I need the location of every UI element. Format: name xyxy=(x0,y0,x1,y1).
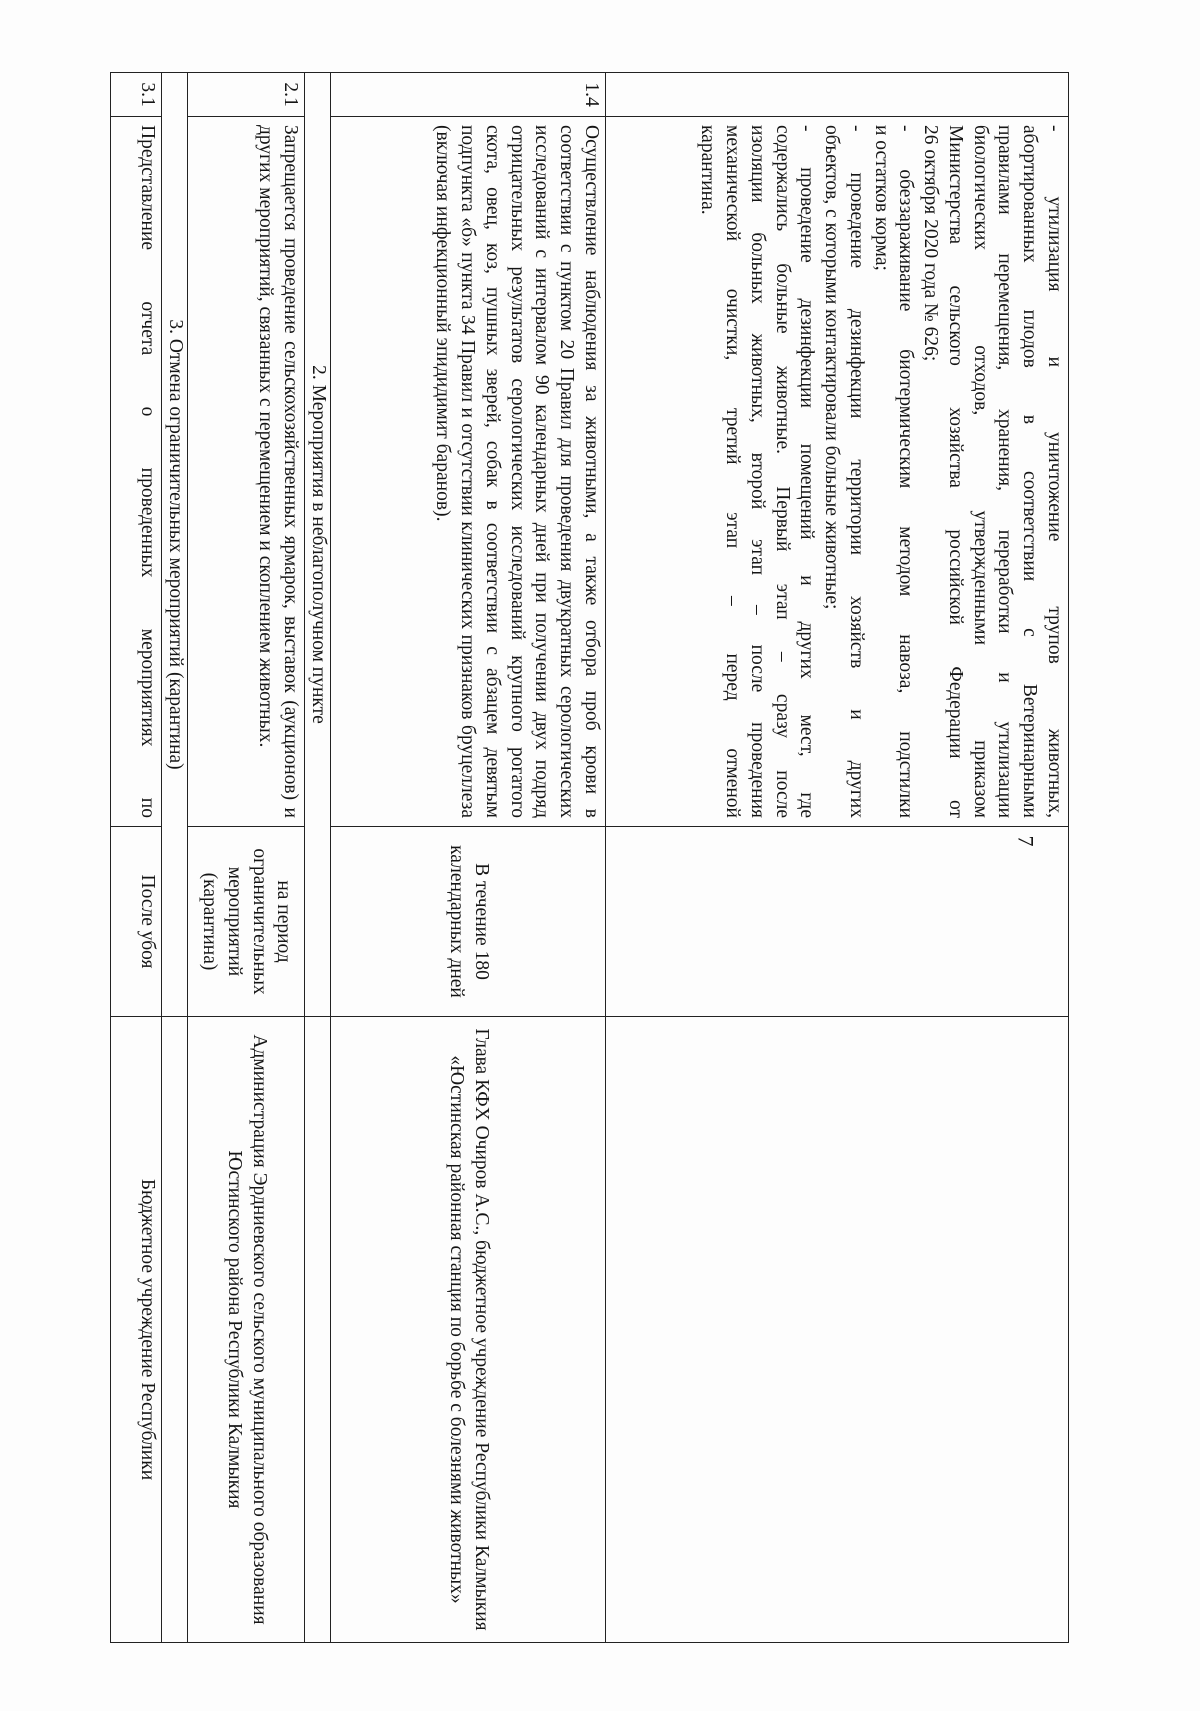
text-line: содержались больные животные. Первый этап – сразу после xyxy=(771,125,793,818)
text-line: Представление отчета о проведенных мероприятиях по xyxy=(137,125,158,818)
measure-cell xyxy=(111,117,162,827)
measure-cell xyxy=(606,117,1069,827)
row-number-cell: 1.4 xyxy=(331,73,606,117)
table-row xyxy=(331,73,606,1643)
term-cell: на период ограничительных мероприятий (карантина) xyxy=(188,827,305,1017)
rotated-table-frame xyxy=(111,72,1069,1642)
responsible-cell: Бюджетное учреждение Республики xyxy=(111,1017,162,1643)
text-line: 26 октября 2020 года № 626; xyxy=(920,125,942,362)
text-line: правилами перемещения, хранения, переработки и утилизации xyxy=(994,125,1016,818)
text-line: механической очистки, третий этап – перед отменой xyxy=(722,125,744,818)
section-empty-cell xyxy=(162,1017,188,1643)
section-title: 2. Мероприятия в неблагополучном пункте xyxy=(305,73,331,1017)
text-line: - проведение дезинфекции помещений и других мест, где xyxy=(796,125,818,818)
text-line: абортированных плодов в соответствии с Ветеринарными xyxy=(1019,125,1041,818)
measure-cell: Запрещается проведение сельскохозяйственных ярмарок, выставок (аукционов) и других мероприятий, связанных с перемещением и скоплением животных. xyxy=(188,117,305,827)
page-number: 7 xyxy=(1013,835,1039,847)
section-empty-cell xyxy=(305,1017,331,1643)
responsible-cell: Администрация Эрдниевского сельского муниципального образования Юстинского района Республики Калмыкия xyxy=(188,1017,305,1643)
text-line: карантина. xyxy=(697,125,719,215)
text-line: - проведение дезинфекции территории хозяйств и других xyxy=(846,125,867,818)
text-line: Министерства сельского хозяйства российской Федерации от xyxy=(945,125,966,818)
row-number-cell: 3.1 xyxy=(111,73,162,117)
text-line: объектов, с которыми контактировали больные животные; xyxy=(821,125,843,610)
text-line: и остатков корма; xyxy=(870,125,892,271)
table-row xyxy=(606,73,1069,1643)
measures-table xyxy=(110,72,1069,1643)
term-cell: После убоя xyxy=(111,827,162,1017)
row-number-cell: 2.1 xyxy=(188,73,305,117)
section-header-row xyxy=(305,73,331,1643)
text-line: изоляции больных животных, второй этап – после проведения xyxy=(747,125,768,818)
section-header-row xyxy=(162,73,188,1643)
responsible-cell: Глава КФХ Очиров А.С., бюджетное учреждение Республики Калмыкия «Юстинская районная станция по борьбе с болезнями животных» xyxy=(331,1017,606,1643)
term-cell: В течение 180 календарных дней xyxy=(331,827,606,1017)
row-number-cell xyxy=(606,73,1069,117)
table-row xyxy=(188,73,305,1643)
section-title: 3. Отмена ограничительных мероприятий (карантина) xyxy=(162,73,188,1017)
table-row xyxy=(111,73,162,1643)
text-line: - утилизация и уничтожение трупов животных, xyxy=(1044,125,1065,818)
measure-cell: Осуществление наблюдения за животными, а также отбора проб крови в соответствии с пунктом 20 Правил для проведения двукратных серологических исследований с интервалом 90 календарных дней при получении двух подряд отрицательных результатов серологических исследований крупного рогатого скота, овец, коз, пушных зверей, собак в соответствии с абзацем девятым подпункта «б» пункта 34 Правил и отсутствии клинических признаков бруцеллеза (включая инфекционный эпидидимит баранов). xyxy=(331,117,606,827)
responsible-cell xyxy=(606,1017,1069,1643)
text-line: - обеззараживание биотермическим методом навоза, подстилки xyxy=(895,125,917,818)
term-cell xyxy=(606,827,1069,1017)
text-line: биологических отходов, утвержденными приказом xyxy=(969,125,991,818)
